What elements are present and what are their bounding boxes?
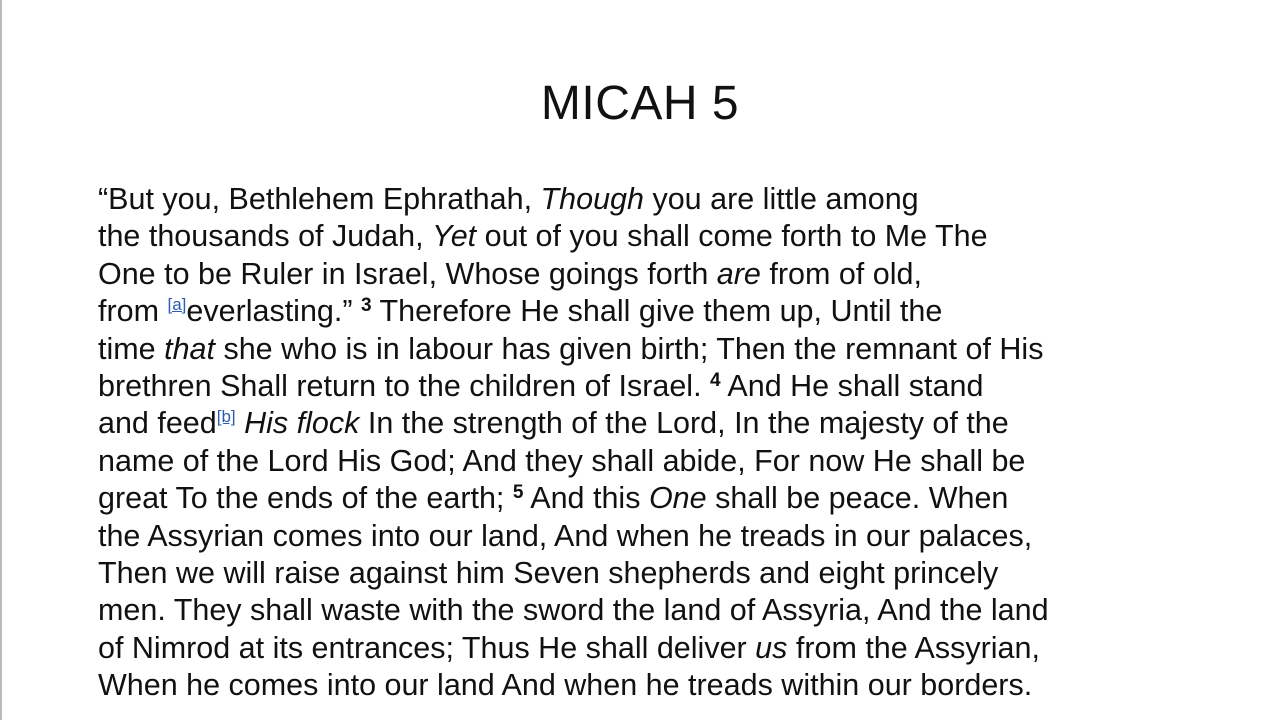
passage-text: In the strength of the Lord, In the majesty of the bbox=[359, 406, 1009, 441]
passage-line bbox=[98, 218, 1218, 255]
passage-text: of Nimrod at its entrances; Thus He shall deliver bbox=[98, 630, 756, 665]
footnote-link[interactable]: [b] bbox=[216, 407, 236, 427]
passage-text: And He shall stand bbox=[720, 368, 984, 403]
passage-line bbox=[98, 331, 1218, 368]
passage-text: “But you, Bethlehem Ephrathah, bbox=[98, 182, 541, 216]
passage-text: from of old, bbox=[760, 256, 922, 291]
passage-text: and feed bbox=[98, 406, 217, 441]
italic-text: Though bbox=[540, 182, 644, 216]
italic-text: Yet bbox=[432, 219, 477, 254]
passage-text: out of you shall come forth to Me The bbox=[476, 219, 988, 254]
italic-text: that bbox=[164, 331, 215, 366]
passage-text: the Assyrian comes into our land, And when he treads in our palaces, bbox=[98, 518, 1033, 553]
passage-text: you are little among bbox=[643, 182, 919, 216]
italic-text: His flock bbox=[244, 406, 360, 441]
passage-text: Then we will raise against him Seven shepherds and eight princely bbox=[98, 555, 999, 590]
passage-line bbox=[98, 181, 1218, 218]
passage-text: When he comes into our land And when he treads within our borders. bbox=[98, 668, 1033, 703]
passage-text: One to be Ruler in Israel, Whose goings forth bbox=[98, 256, 717, 291]
passage-line bbox=[98, 518, 1218, 555]
passage-text: shall be peace. When bbox=[706, 481, 1009, 516]
footnote-link[interactable]: [a] bbox=[167, 295, 187, 315]
italic-text: One bbox=[648, 481, 707, 516]
passage-text: men. They shall waste with the sword the land of Assyria, And the land bbox=[98, 593, 1049, 628]
passage-line bbox=[98, 256, 1218, 293]
passage-line bbox=[98, 480, 1218, 517]
passage-line bbox=[98, 667, 1218, 704]
passage-line bbox=[98, 368, 1218, 405]
passage-line bbox=[98, 630, 1218, 667]
verse-number: 3 bbox=[361, 295, 372, 317]
passage-text: brethren Shall return to the children of Israel. bbox=[98, 368, 711, 403]
passage-text: she who is in labour has given birth; Then the remnant of His bbox=[214, 331, 1044, 366]
passage-line bbox=[98, 555, 1218, 592]
italic-text: are bbox=[716, 256, 761, 291]
verse-number: 5 bbox=[512, 482, 524, 504]
passage-text: the thousands of Judah, bbox=[98, 219, 433, 254]
passage-line bbox=[98, 592, 1218, 629]
italic-text: us bbox=[755, 630, 788, 665]
passage-line bbox=[98, 293, 1218, 330]
passage-text: time bbox=[98, 331, 165, 366]
passage-text: everlasting.” bbox=[186, 294, 361, 329]
passage-text: Therefore He shall give them up, Until the bbox=[371, 294, 943, 329]
passage-text: from the Assyrian, bbox=[787, 630, 1040, 665]
page-title: MICAH 5 bbox=[540, 77, 740, 130]
passage-text: great To the ends of the earth; bbox=[98, 481, 513, 516]
passage-text bbox=[236, 406, 244, 440]
passage-line bbox=[98, 405, 1218, 442]
passage-text: from bbox=[98, 294, 168, 329]
passage-line bbox=[98, 443, 1218, 480]
verse-number: 4 bbox=[710, 369, 721, 391]
scripture-passage bbox=[98, 181, 1218, 704]
passage-text: And this bbox=[523, 481, 649, 516]
passage-text: name of the Lord His God; And they shall abide, For now He shall be bbox=[98, 443, 1026, 478]
